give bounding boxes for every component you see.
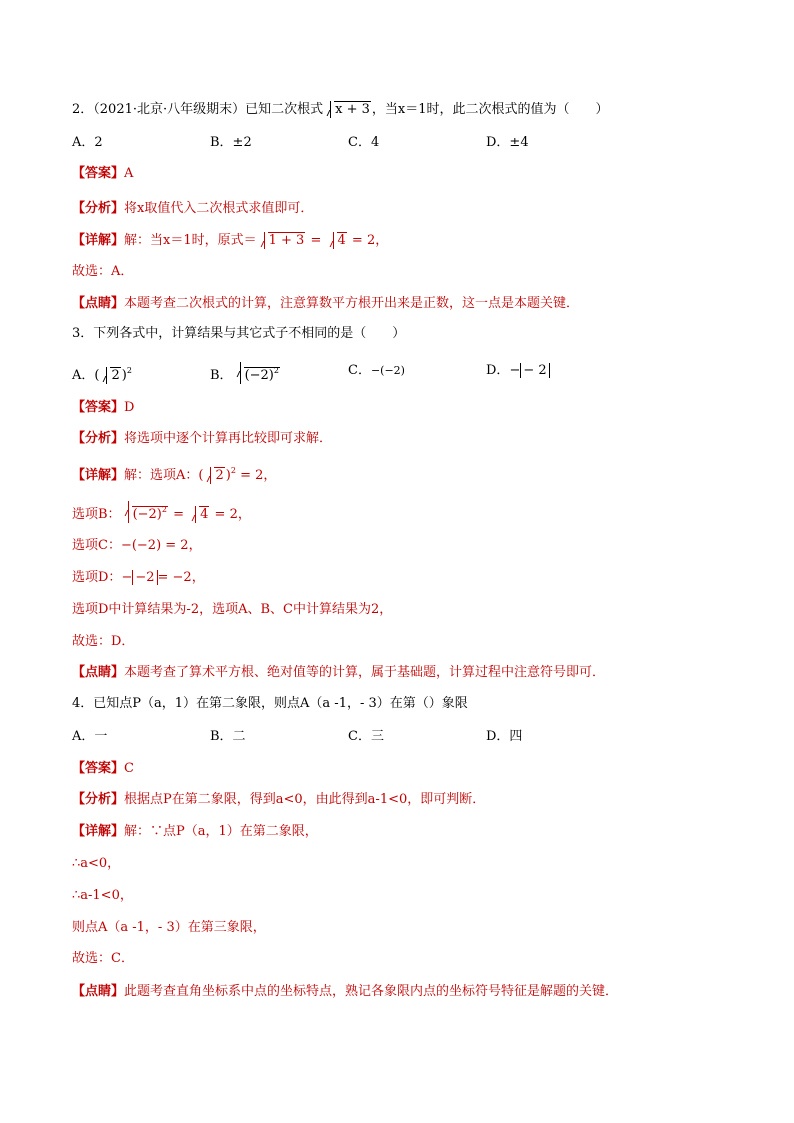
q2-detail-radicand-1: 1 + 3 <box>268 233 305 248</box>
q3-option-c-expr: −(−2) <box>370 364 405 377</box>
q2-stem-text-2: ，当x＝1时，此二次根式的值为（ ） <box>371 102 609 117</box>
comment-tag: 【点睛】 <box>72 296 125 311</box>
q3-detail <box>72 462 276 485</box>
q4-answer <box>72 760 134 778</box>
analysis-tag: 【分析】 <box>72 201 125 216</box>
q3-option-a-expr: ( 2 )$^2$ <box>94 366 132 383</box>
detail-tag: 【详解】 <box>72 824 125 839</box>
q2-option-d: D．±4 <box>486 135 529 150</box>
q2-detail-radicand-2: 4 <box>337 233 346 248</box>
q2-analysis <box>72 200 313 218</box>
q4-choose: 故选：C． <box>72 951 134 966</box>
q3-detail-d-result: = −2， <box>157 570 205 585</box>
answer-tag: 【答案】 <box>72 400 125 415</box>
q3-detail-text: 解：选项A： <box>124 468 199 483</box>
q3-answer-value: D <box>124 400 135 415</box>
q3-option-b <box>210 362 281 385</box>
q3-option-b-label: B． <box>210 368 233 383</box>
q2-detail-result: = 2， <box>347 233 389 248</box>
q4-option-a: A．一 <box>72 729 108 744</box>
q2-answer <box>72 165 133 183</box>
q3-summary: 选项D中计算结果为-2，选项A、B、C中计算结果为2， <box>72 602 393 617</box>
q2-detail <box>72 232 388 250</box>
q3-answer <box>72 399 134 417</box>
q4-stem: 4．已知点P（a，1）在第二象限，则点A（a -1，- 3）在第（）象限 <box>72 696 468 711</box>
q3-option-c-label: C． <box>348 363 371 378</box>
q2-option-a: A．2 <box>72 135 103 150</box>
q4-step-1: ∴a<0， <box>72 856 121 871</box>
q2-detail-radical-2 <box>327 232 347 250</box>
q4-option-d: D．四 <box>486 729 523 744</box>
q3-option-a-radicand: 2 <box>111 368 120 383</box>
q3-option-b-radicand: $(-2)^2$ <box>244 366 279 383</box>
q3-detail-b-label: 选项B： <box>72 507 121 522</box>
q3-detail-d-pre: − <box>121 570 133 585</box>
q4-detail-text: 解：∵点P（a，1）在第二象限， <box>124 824 318 839</box>
q4-comment <box>72 983 618 1001</box>
q3-detail-b-radicand: $(-2)^2$ <box>132 505 167 522</box>
q4-step-2: ∴a-1<0， <box>72 888 133 903</box>
q3-detail-a-result: = 2， <box>235 468 277 483</box>
q3-option-d <box>486 362 550 380</box>
answer-tag: 【答案】 <box>72 166 125 181</box>
q2-choose: 故选：A． <box>72 264 134 279</box>
comment-tag: 【点睛】 <box>72 984 125 999</box>
analysis-tag: 【分析】 <box>72 431 125 446</box>
q4-comment-text: 此题考查直角坐标系中点的坐标特点，熟记各象限内点的坐标符号特征是解题的关键． <box>124 984 619 999</box>
q4-option-c: C．三 <box>348 729 384 744</box>
q4-step-3: 则点A（a -1，- 3）在第三象限， <box>72 920 266 935</box>
q4-option-b: B．二 <box>210 729 246 744</box>
q2-comment <box>72 295 579 313</box>
q3-option-a-radical <box>100 367 120 385</box>
q2-detail-eq: = <box>306 233 326 248</box>
q3-detail-b-radicand-text: (−2) <box>132 507 162 522</box>
q3-detail-d-label: 选项D： <box>72 570 122 585</box>
q3-detail-d <box>72 569 205 587</box>
q2-radicand: x + 3 <box>335 102 370 117</box>
q3-detail-b-eq: = <box>168 507 189 522</box>
q3-choose: 故选：D． <box>72 634 135 649</box>
q3-comment <box>72 664 605 682</box>
q2-option-b: B．±2 <box>210 135 252 150</box>
q3-analysis-text: 将选项中逐个计算再比较即可求解． <box>124 431 333 446</box>
q3-option-b-radicand-text: (−2) <box>244 368 274 383</box>
q3-detail-a-radicand: 2 <box>215 468 224 483</box>
q3-detail-c: 选项C：−(−2) = 2， <box>72 538 202 553</box>
q2-analysis-text: 将x取值代入二次根式求值即可． <box>124 201 314 216</box>
q2-stem <box>72 101 609 119</box>
q3-option-d-label: D． <box>486 363 510 378</box>
q3-detail-b-radicand-2: 4 <box>200 507 209 522</box>
q3-analysis <box>72 430 332 448</box>
q2-option-c: C．4 <box>348 135 380 150</box>
detail-tag: 【详解】 <box>72 233 125 248</box>
q2-radical <box>324 101 371 119</box>
q3-option-a-label: A． <box>72 368 95 383</box>
q3-stem: 3．下列各式中，计算结果与其它式子不相同的是（ ） <box>72 326 406 341</box>
q3-detail-a-expr: ( 2 )$^2$ <box>198 466 236 483</box>
q3-option-a <box>72 362 132 385</box>
q2-detail-text: 解：当x＝1时，原式＝ <box>124 233 257 248</box>
q3-detail-b-radical-2 <box>189 506 209 524</box>
answer-tag: 【答案】 <box>72 761 125 776</box>
q4-analysis <box>72 791 485 809</box>
q3-detail-b <box>72 501 251 524</box>
q2-detail-radical-1 <box>258 232 306 250</box>
detail-tag: 【详解】 <box>72 468 125 483</box>
q3-option-d-abs: − 2 <box>520 363 549 378</box>
comment-tag: 【点睛】 <box>72 665 125 680</box>
q3-option-b-radical <box>234 362 280 385</box>
q4-detail <box>72 823 318 841</box>
analysis-tag: 【分析】 <box>72 792 125 807</box>
q2-answer-value: A <box>124 166 134 181</box>
q3-detail-b-radical <box>122 501 168 524</box>
q3-option-c <box>348 362 405 380</box>
q2-comment-text: 本题考查二次根式的计算，注意算数平方根开出来是正数，这一点是本题关键． <box>124 296 580 311</box>
q4-analysis-text: 根据点P在第二象限，得到a<0，由此得到a-1<0，即可判断． <box>124 792 486 807</box>
q2-stem-text: 2．（2021·北京·八年级期末）已知二次根式 <box>72 102 324 117</box>
q3-detail-b-result: = 2， <box>210 507 251 522</box>
q3-option-d-pre: − <box>509 363 521 378</box>
q4-answer-value: C <box>124 761 134 776</box>
q3-comment-text: 本题考查了算术平方根、绝对值等的计算，属于基础题，计算过程中注意符号即可． <box>124 665 606 680</box>
q3-detail-d-abs: −2 <box>132 570 157 585</box>
q3-detail-a-radical <box>204 467 224 485</box>
